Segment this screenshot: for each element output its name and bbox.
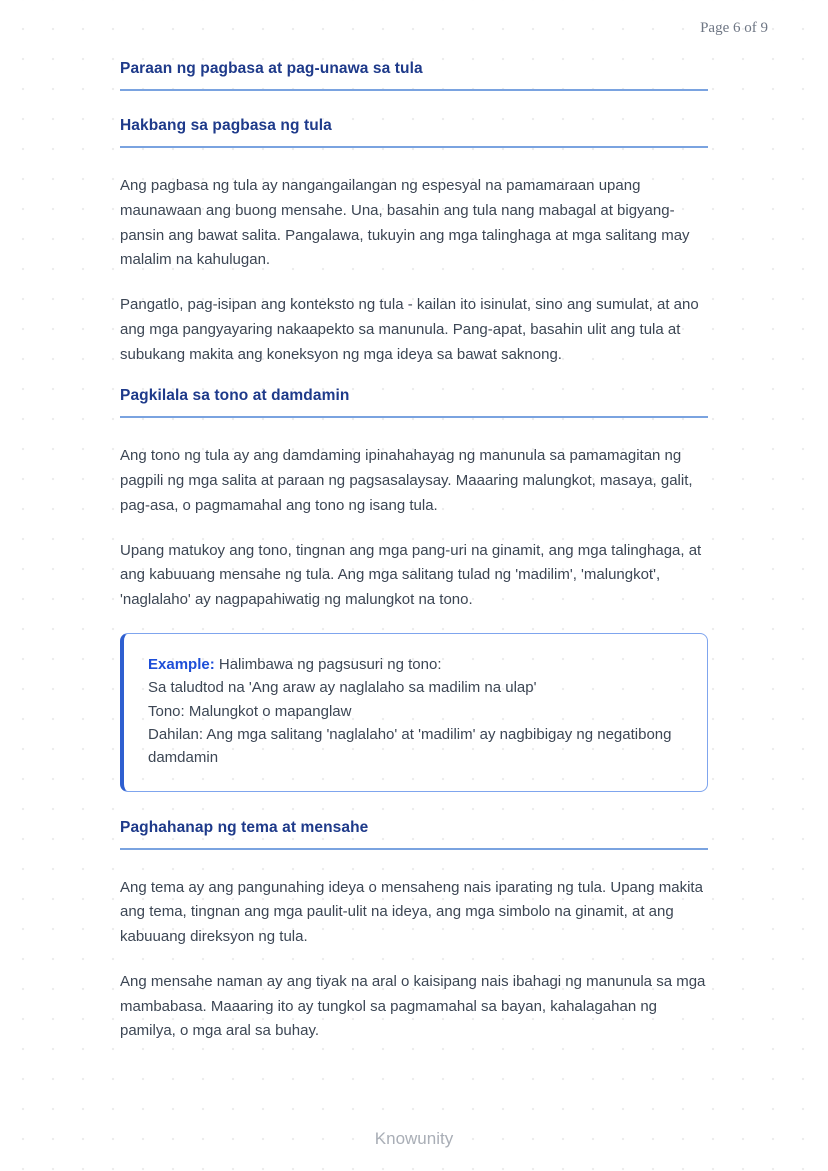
heading-rule — [120, 146, 708, 148]
heading-rule — [120, 416, 708, 418]
body-paragraph: Ang tono ng tula ay ang damdaming ipinahahayag ng manunula sa pamamagitan ng pagpili ng mga salita at paraan ng pagsasalaysay. Maaaring malungkot, masaya, galit, pag-asa, o pagmamahal ang tono ng isang tula. — [120, 447, 693, 514]
example-line: Dahilan: Ang mga salitang 'naglalaho' at 'madilim' ay nagbibigay ng negatibong damdamin — [148, 725, 672, 767]
body-paragraph: Ang tema ay ang pangunahing ideya o mensaheng nais iparating ng tula. Upang makita ang tema, tingnan ang mga paulit-ulit na ideya, ang mga simbolo na ginamit, at ang kabuuang direksyon ng tula. — [120, 878, 703, 946]
footer-brand-watermark: Knowunity — [374, 1129, 454, 1148]
section-paghahanap-ng-tema — [120, 819, 708, 1045]
section-heading: Paraan ng pagbasa at pag-unawa sa tula — [120, 60, 423, 77]
example-label: Example: — [148, 655, 215, 673]
section-heading: Paghahanap ng tema at mensahe — [120, 818, 369, 836]
body-paragraph: Upang matukoy ang tono, tingnan ang mga pang-uri na ginamit, ang mga talinghaga, at ang kabuuang mensahe ng tula. Ang mga salitang tulad ng 'madilim', 'malungkot', 'naglalaho' ay nagpapahiwatig ng malungkot na tono. — [120, 541, 702, 608]
example-callout-box — [120, 633, 708, 792]
heading-rule — [120, 848, 708, 850]
document-content — [120, 60, 708, 1064]
heading-rule — [120, 89, 708, 91]
example-line: Sa taludtod na 'Ang araw ay naglalaho sa madilim na ulap' — [148, 679, 537, 697]
body-paragraph: Ang pagbasa ng tula ay nangangailangan ng espesyal na pamamaraan upang maunawaan ang buong mensahe. Una, basahin ang tula nang mabagal at bigyang-pansin ang bawat salita. Pangalawa, tukuyin ang mga talinghaga at mga salitang may malalim na kahulugan. — [120, 177, 690, 269]
example-intro-line — [148, 653, 683, 676]
body-paragraph: Pangatlo, pag-isipan ang konteksto ng tula - kailan ito isinulat, sino ang sumulat, at ano ang mga pangyayaring nakaapekto sa manunula. Pang-apat, basahin ulit ang tula at subukang makita ang koneksyon ng mga ideya sa bawat saknong. — [120, 296, 699, 363]
example-intro-text: Halimbawa ng pagsusuri ng tono: — [214, 655, 442, 673]
example-line: Tono: Malungkot o mapanglaw — [148, 702, 352, 720]
section-paraan-ng-pagbasa — [120, 60, 708, 91]
section-hakbang-sa-pagbasa — [120, 117, 708, 367]
body-paragraph: Ang mensahe naman ay ang tiyak na aral o kaisipang nais ibahagi ng manunula sa mga mambabasa. Maaaring ito ay tungkol sa pagmamahal sa bayan, kahalagahan ng pamilya, o mga aral sa buhay. — [120, 972, 706, 1040]
section-pagkilala-sa-tono — [120, 387, 708, 791]
page-indicator: Page 6 of 9 — [700, 20, 768, 36]
section-heading: Pagkilala sa tono at damdamin — [120, 387, 350, 405]
section-heading: Hakbang sa pagbasa ng tula — [120, 117, 332, 134]
